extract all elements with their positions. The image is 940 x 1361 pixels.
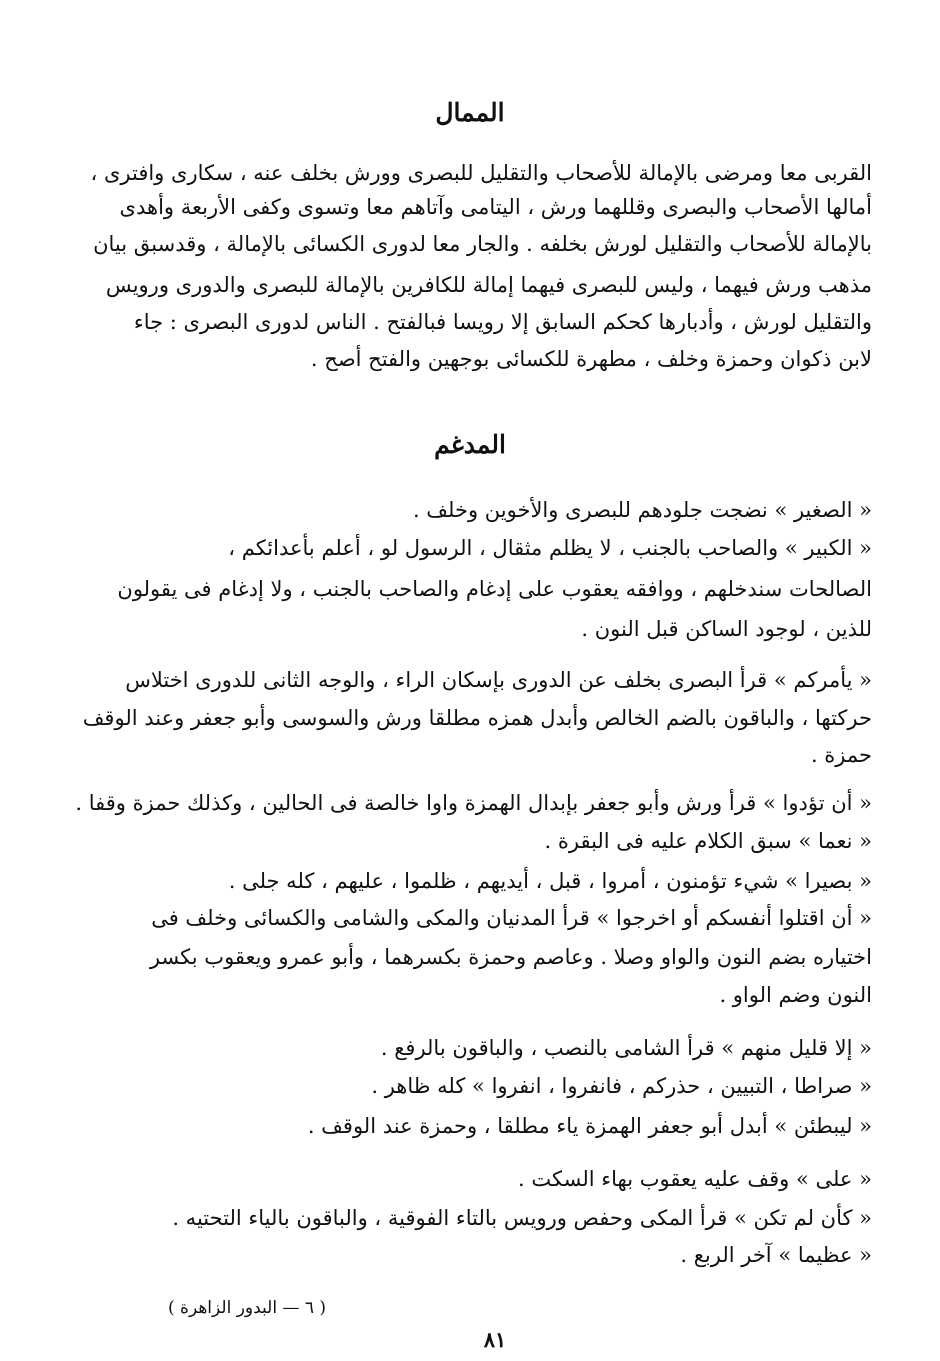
- text-line: بالإمالة للأصحاب والتقليل لورش بخلفه . والجار معا لدورى الكسائى بالإمالة ، وقدسبق بيان: [93, 232, 872, 256]
- section-title-mumal: الممال: [435, 98, 505, 127]
- text-line: « نعما » سبق الكلام عليه فى البقرة .: [544, 829, 872, 853]
- text-line: « إلا قليل منهم » قرأ الشامى بالنصب ، والباقون بالرفع .: [380, 1036, 872, 1060]
- text-line: والتقليل لورش ، وأدبارها كحكم السابق إلا رويسا فبالفتح . الناس لدورى البصرى : جاء: [133, 310, 872, 334]
- page-number: ٨١: [483, 1327, 507, 1352]
- text-line: القربى معا ومرضى بالإمالة للأصحاب والتقليل للبصرى وورش بخلف عنه ، سكارى وافترى ،: [90, 161, 872, 185]
- text-line: اختياره بضم النون والواو وصلا . وعاصم وحمزة بكسرهما ، وأبو عمرو ويعقوب بكسر: [149, 945, 872, 969]
- text-line: لابن ذكوان وحمزة وخلف ، مطهرة للكسائى بوجهين والفتح أصح .: [310, 347, 872, 371]
- text-line: « يأمركم » قرأ البصرى بخلف عن الدورى بإسكان الراء ، والوجه الثانى للدورى اختلاس: [125, 668, 872, 692]
- text-line: « على » وقف عليه يعقوب بهاء السكت .: [518, 1167, 872, 1191]
- text-line: « صراطا ، التبيين ، حذركم ، فانفروا ، انفروا » كله ظاهر .: [371, 1074, 872, 1098]
- text-line: « الكبير » والصاحب بالجنب ، لا يظلم مثقال ، الرسول لو ، أعلم بأعدائكم ،: [228, 536, 872, 560]
- section-title-mudgham: المدغم: [434, 430, 506, 459]
- text-line: « أن تؤدوا » قرأ ورش وأبو جعفر بإبدال الهمزة واوا خالصة فى الحالين ، وكذلك حمزة وقفا .: [75, 791, 872, 815]
- text-line: « أن اقتلوا أنفسكم أو اخرجوا » قرأ المدنيان والمكى والشامى والكسائى وخلف فى: [151, 906, 872, 930]
- text-line: للذين ، لوجود الساكن قبل النون .: [581, 617, 872, 641]
- text-line: « ليبطئن » أبدل أبو جعفر الهمزة ياء مطلقا ، وحمزة عند الوقف .: [307, 1114, 872, 1138]
- text-line: « كأن لم تكن » قرأ المكى وحفص ورويس بالتاء الفوقية ، والباقون بالياء التحتيه .: [172, 1206, 872, 1230]
- text-line: « عظيما » آخر الربع .: [680, 1243, 872, 1267]
- text-line: أمالها الأصحاب والبصرى وقللهما ورش ، اليتامى وآتاهم معا وتسوى وكفى الأربعة وأهدى: [119, 195, 872, 219]
- text-line: الصالحات سندخلهم ، ووافقه يعقوب على إدغام والصاحب بالجنب ، ولا إدغام فى يقولون: [117, 577, 872, 601]
- text-line: « الصغير » نضجت جلودهم للبصرى والأخوين وخلف .: [412, 498, 872, 522]
- text-line: حركتها ، والباقون بالضم الخالص وأبدل همزه مطلقا ورش والسوسى وأبو جعفر وعند الوقف: [82, 706, 872, 730]
- text-line: « بصيرا » شيء تؤمنون ، أمروا ، قبل ، أيديهم ، ظلموا ، عليهم ، كله جلى .: [228, 869, 872, 893]
- text-line: النون وضم الواو .: [719, 983, 872, 1007]
- footer-signature-note: ( ٦ — البدور الزاهرة ): [168, 1298, 327, 1318]
- text-line: حمزة .: [810, 743, 872, 767]
- text-line: مذهب ورش فيهما ، وليس للبصرى فيهما إمالة للكافرين بالإمالة للبصرى والدورى ورويس: [105, 273, 872, 297]
